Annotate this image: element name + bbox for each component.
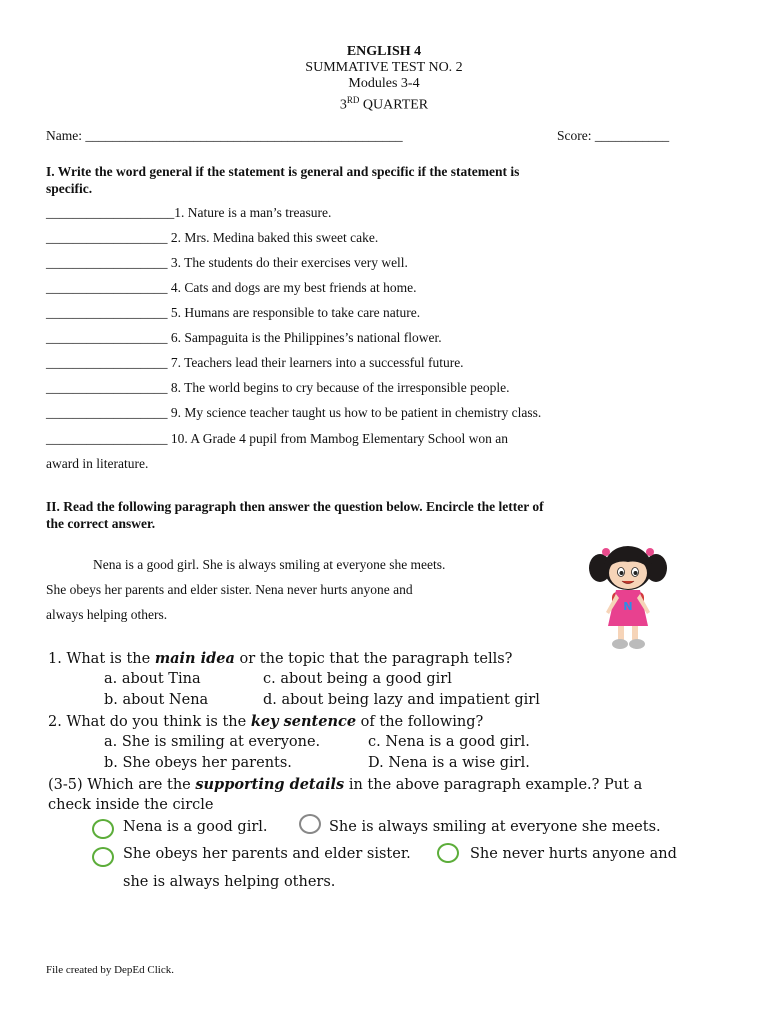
q2-option-b[interactable]: b. She obeys her parents. xyxy=(104,755,292,771)
question-9[interactable]: __________________ 9. My science teacher taught us how to be patient in chemistry class. xyxy=(46,405,542,420)
paragraph-line-1: Nena is a good girl. She is always smiling at everyone she meets. xyxy=(93,557,446,572)
footer-credit: File created by DepEd Click. xyxy=(46,964,174,976)
question-mc-1: 1. What is the main idea or the topic that the paragraph tells? xyxy=(48,650,513,667)
part1-instruction: I. Write the word general if the statement is general and specific if the statement is specific. xyxy=(46,164,520,196)
modules-label: Modules 3-4 xyxy=(348,76,420,91)
question-7[interactable]: __________________ 7. Teachers lead their learners into a successful future. xyxy=(46,355,464,370)
question-3-5-line2: check inside the circle xyxy=(48,797,214,809)
subject-title: ENGLISH 4 xyxy=(346,44,422,59)
test-title: SUMMATIVE TEST NO. 2 xyxy=(305,60,463,75)
paragraph-line-2: She obeys her parents and elder sister. Nena never hurts anyone and xyxy=(46,582,413,597)
question-4[interactable]: __________________ 4. Cats and dogs are my best friends at home. xyxy=(46,280,417,295)
question-10[interactable]: __________________ 10. A Grade 4 pupil from Mambog Elementary School won an xyxy=(46,431,508,446)
test-header xyxy=(0,44,768,114)
question-1[interactable]: ___________________1. Nature is a man’s treasure. xyxy=(46,205,332,220)
checkbox-circle-2[interactable] xyxy=(299,814,321,834)
paragraph-line-3: always helping others. xyxy=(46,607,168,622)
detail-option-4: She never hurts anyone and xyxy=(470,846,677,862)
question-3[interactable]: __________________ 3. The students do their exercises very well. xyxy=(46,255,408,270)
detail-option-3: She obeys her parents and elder sister. xyxy=(123,846,411,862)
q2-option-d[interactable]: D. Nena is a wise girl. xyxy=(368,755,530,771)
checkbox-circle-3[interactable] xyxy=(92,847,114,867)
q1-option-c[interactable]: c. about being a good girl xyxy=(263,671,452,687)
q1-option-a[interactable]: a. about Tina xyxy=(104,671,201,687)
detail-option-1: Nena is a good girl. xyxy=(123,819,268,835)
quarter-label: 3RD QUARTER xyxy=(339,95,429,113)
question-2[interactable]: __________________ 2. Mrs. Medina baked this sweet cake. xyxy=(46,230,379,245)
name-field[interactable]: Name: _______________________________________________ xyxy=(46,128,403,143)
part2-instruction: II. Read the following paragraph then answer the question below. Encircle the letter of the correct answer. xyxy=(46,499,544,531)
checkbox-circle-4[interactable] xyxy=(437,843,459,863)
girl-illustration-icon xyxy=(588,540,668,652)
question-3-5: (3-5) Which are the supporting details in the above paragraph example.? Put a xyxy=(48,776,643,793)
score-field[interactable]: Score: ___________ xyxy=(557,128,670,143)
question-mc-2: 2. What do you think is the key sentence of the following? xyxy=(48,713,484,730)
question-8[interactable]: __________________ 8. The world begins to cry because of the irresponsible people. xyxy=(46,380,510,395)
question-10-continuation: award in literature. xyxy=(46,456,149,471)
q2-option-a[interactable]: a. She is smiling at everyone. xyxy=(104,734,321,750)
question-5[interactable]: __________________ 5. Humans are responsible to take care nature. xyxy=(46,305,421,320)
q1-option-d[interactable]: d. about being lazy and impatient girl xyxy=(263,692,540,708)
question-6[interactable]: __________________ 6. Sampaguita is the Philippines’s national flower. xyxy=(46,330,442,345)
svg-text:N: N xyxy=(623,600,633,613)
detail-option-4-cont: she is always helping others. xyxy=(123,874,336,890)
detail-option-2: She is always smiling at everyone she meets. xyxy=(329,819,661,835)
q2-option-c[interactable]: c. Nena is a good girl. xyxy=(368,734,530,750)
q1-option-b[interactable]: b. about Nena xyxy=(104,692,209,708)
checkbox-circle-1[interactable] xyxy=(92,819,114,839)
